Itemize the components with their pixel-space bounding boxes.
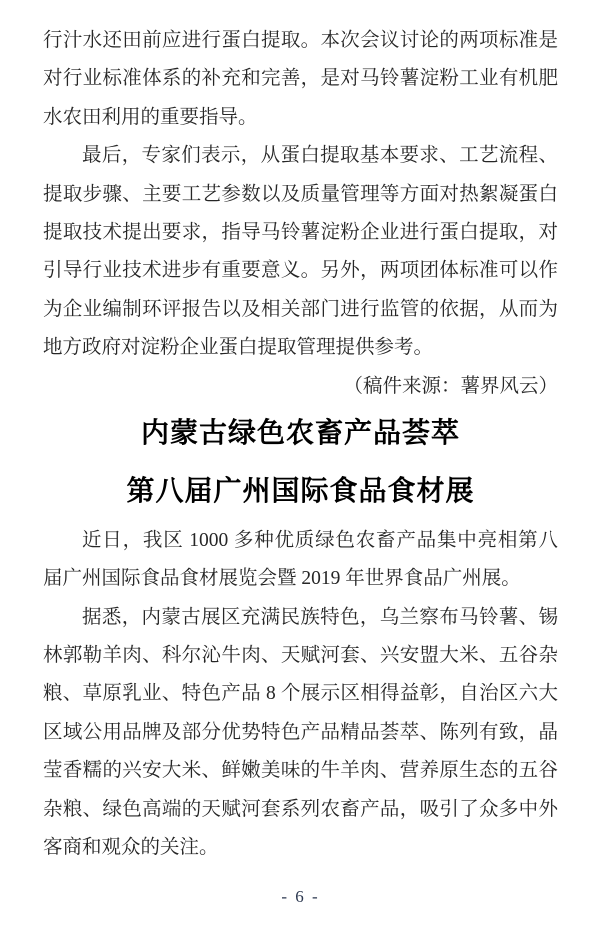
paragraph [43, 522, 558, 599]
paragraph [43, 137, 558, 367]
body-line: 客商和观众的关注。 [43, 837, 219, 859]
body-line: 行汁水还田前应进行蛋白提取。本次会议讨论的两项标准是 [43, 30, 558, 51]
body-line: 届广州国际食品食材展览会暨 2019 年世界食品广州展。 [43, 568, 521, 590]
body-line: 为企业编制环评报告以及相关部门进行监管的依据，从而为 [43, 298, 558, 320]
body-line: 林郭勒羊肉、科尔沁牛肉、天赋河套、兴安盟大米、五谷杂 [43, 645, 558, 667]
body-line: 引导行业技术进步有重要意义。另外，两项团体标准可以作 [43, 260, 558, 282]
body-line: 提取步骤、主要工艺参数以及质量管理等方面对热絮凝蛋白 [43, 183, 558, 205]
body-line: 地方政府对淀粉企业蛋白提取管理提供参考。 [43, 337, 434, 359]
body-line: 粮、草原乳业、特色产品 8 个展示区相得益彰，自治区六大 [43, 683, 558, 705]
page-number: - 6 - [281, 887, 320, 907]
body-line: 区域公用品牌及部分优势特色产品精品荟萃、陈列有致，晶 [43, 721, 558, 743]
paragraph [43, 599, 558, 868]
body-line: 近日，我区 1000 多种优质绿色农畜产品集中亮相第八 [82, 529, 558, 551]
body-line: 最后，专家们表示，从蛋白提取基本要求、工艺流程、 [82, 145, 558, 167]
source-credit: （稿件来源：薯界风云） [343, 375, 558, 397]
article-title-line-1: 内蒙古绿色农畜产品荟萃 [140, 417, 460, 449]
body-line: 莹香糯的兴安大米、鲜嫩美味的牛羊肉、营养原生态的五谷 [43, 760, 558, 782]
body-line: 对行业标准体系的补充和完善，是对马铃薯淀粉工业有机肥 [43, 68, 558, 90]
body-line: 提取技术提出要求，指导马铃薯淀粉企业进行蛋白提取，对 [43, 221, 558, 243]
body-line: 据悉，内蒙古展区充满民族特色，乌兰察布马铃薯、锡 [82, 606, 558, 628]
body-line: 杂粮、绿色高端的天赋河套系列农畜产品，吸引了众多中外 [43, 798, 558, 820]
paragraph [43, 22, 558, 137]
article-title-line-2: 第八届广州国际食品食材展 [126, 475, 475, 507]
body-line: 水农田利用的重要指导。 [43, 106, 258, 128]
